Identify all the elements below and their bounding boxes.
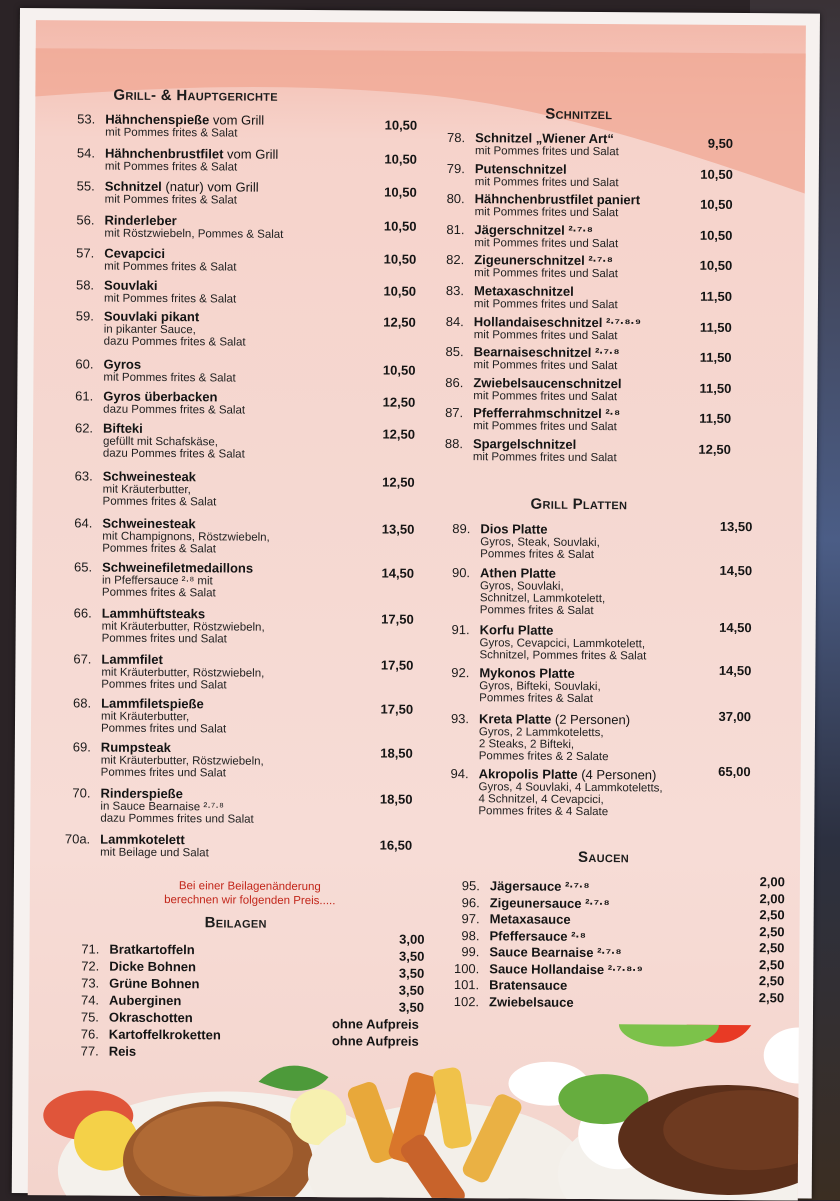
item-description: mit Pommes frites und Salat — [475, 145, 619, 158]
item-name-text: Athen Platte — [480, 565, 556, 581]
item-number: 64. — [62, 516, 92, 529]
item-name — [480, 623, 554, 637]
food-photo — [28, 1020, 806, 1200]
item-price: 17,50 — [364, 612, 414, 625]
item-name: Spargelschnitzel — [473, 437, 576, 451]
item-price: 11,50 — [682, 351, 732, 364]
item-price: 12,50 — [681, 443, 731, 456]
item-description: Pommes frites & Salat — [480, 604, 594, 617]
item-description: 4 Schnitzel, 4 Cevapcici, — [478, 793, 603, 806]
item-number: 94. — [439, 767, 469, 780]
item-price: 2,00 — [735, 875, 785, 888]
item-number: 65. — [62, 560, 92, 573]
item-price: 13,50 — [702, 520, 752, 533]
item-description: mit Pommes frites & Salat — [103, 372, 235, 385]
item-name — [104, 310, 199, 324]
item-number: 89. — [440, 522, 470, 535]
item-name-text: Bifteki — [103, 421, 143, 436]
item-price: 37,00 — [701, 710, 751, 723]
item-price: 10,50 — [367, 185, 417, 198]
item-price: 17,50 — [363, 658, 413, 671]
item-name-suffix: (4 Personen) — [578, 767, 657, 783]
item-description: Pommes frites und Salat — [102, 633, 227, 646]
item-description: mit Pommes frites und Salat — [474, 268, 618, 281]
menu-item — [62, 516, 432, 559]
menu-item — [61, 740, 431, 783]
item-number: 83. — [434, 284, 464, 297]
item-name: Metaxasauce — [490, 912, 571, 926]
item-name — [479, 666, 574, 680]
item-name: Reis — [109, 1045, 137, 1058]
menu-item — [434, 284, 754, 316]
item-number: 68. — [61, 696, 91, 709]
item-description: mit Champignons, Röstzwiebeln, — [102, 531, 270, 544]
item-price: 12,50 — [365, 395, 415, 408]
item-price: 3,50 — [374, 983, 424, 996]
note-line: Bei einer Beilagenänderung — [120, 879, 380, 895]
item-name — [103, 470, 196, 484]
section-title-saucen: Saucen — [578, 849, 629, 866]
item-description: gefüllt mit Schafskäse, — [103, 436, 218, 449]
item-description: Pommes frites & Salat — [102, 587, 216, 600]
menu-item — [433, 376, 753, 408]
item-number: 70a. — [60, 832, 90, 845]
schnitzel-list — [36, 20, 806, 25]
item-description: Gyros, 4 Souvlaki, 4 Lammkoteletts, — [479, 781, 663, 794]
item-description: Pommes frites & Salat — [102, 543, 216, 556]
item-number: 86. — [433, 376, 463, 389]
item-number: 101. — [449, 978, 479, 991]
item-name: Sauce Bearnaise ²·⁷·⁸ — [489, 945, 621, 959]
item-number: 78. — [435, 131, 465, 144]
item-description: mit Pommes frites & Salat — [104, 293, 236, 306]
menu-item — [61, 652, 431, 695]
item-number: 69. — [61, 740, 91, 753]
item-description: Pommes frites und Salat — [101, 723, 226, 736]
item-name — [102, 607, 205, 621]
item-number: 92. — [439, 666, 469, 679]
item-price: 10,50 — [682, 259, 732, 272]
item-number: 55. — [65, 179, 95, 192]
item-number: 70. — [60, 786, 90, 799]
item-name: Jägersauce ²·⁷·⁸ — [490, 879, 590, 893]
item-price: 10,50 — [683, 198, 733, 211]
item-price: 18,50 — [363, 746, 413, 759]
item-description: mit Kräuterbutter, — [103, 484, 191, 497]
item-description: Gyros, Souvlaki, — [480, 580, 564, 593]
item-name — [104, 247, 165, 260]
item-name-text: Lammfilet — [101, 652, 163, 667]
item-name: Jägerschnitzel ²·⁷·⁸ — [474, 223, 593, 237]
item-number: 73. — [69, 976, 99, 989]
item-description: mit Kräuterbutter, Röstzwiebeln, — [102, 621, 265, 634]
item-name-text: Gyros — [103, 357, 141, 372]
menu-item — [60, 786, 430, 829]
item-description: mit Pommes frites und Salat — [474, 298, 618, 311]
item-description: mit Beilage und Salat — [100, 847, 209, 860]
item-name — [101, 697, 204, 711]
item-name: Dicke Bohnen — [109, 960, 196, 974]
item-price: 12,50 — [365, 427, 415, 440]
item-name-text: Hähnchenspieße — [105, 112, 209, 128]
section-title-beilagen: Beilagen — [205, 914, 267, 931]
item-price: 14,50 — [364, 566, 414, 579]
item-number: 99. — [449, 945, 479, 958]
saucen-list — [36, 20, 806, 25]
item-name — [105, 113, 264, 127]
note-line: berechnen wir folgenden Preis..... — [120, 893, 380, 909]
item-name-text: Lammkotelett — [100, 832, 185, 848]
menu-item — [433, 437, 753, 469]
item-name-text: Mykonos Platte — [479, 665, 574, 681]
item-price: ohne Aufpreis — [309, 1017, 419, 1031]
item-price: 2,50 — [735, 908, 785, 921]
item-price: 10,50 — [683, 167, 733, 180]
item-price: 3,50 — [374, 966, 424, 979]
item-name: Zigeunersauce ²·⁷·⁸ — [490, 896, 610, 910]
item-description: mit Kräuterbutter, Röstzwiebeln, — [101, 755, 264, 768]
item-name: Schnitzel „Wiener Art“ — [475, 131, 614, 145]
item-name-text: Kreta Platte — [479, 711, 551, 727]
item-name-text: Cevapcici — [104, 246, 165, 261]
menu-item — [439, 712, 759, 770]
section-title-grill: Grill- & Hauptgerichte — [113, 87, 278, 105]
item-name-text: Schnitzel — [105, 179, 162, 194]
item-number: 100. — [449, 962, 479, 975]
item-name-text: Schweinesteak — [102, 516, 195, 532]
item-name: Hähnchenbrustfilet paniert — [475, 192, 641, 206]
item-name — [479, 767, 657, 781]
item-number: 77. — [69, 1044, 99, 1057]
item-description: mit Pommes frites und Salat — [475, 176, 619, 189]
item-price: 10,50 — [367, 118, 417, 131]
item-name-text: Lammfiletspieße — [101, 696, 204, 712]
item-description: in pikanter Sauce, — [104, 324, 196, 337]
item-number: 63. — [63, 469, 93, 482]
item-price: 2,00 — [735, 892, 785, 905]
item-name-text: Hähnchenbrustfilet — [105, 146, 224, 162]
item-description: mit Kräuterbutter, Röstzwiebeln, — [101, 667, 264, 680]
item-name — [480, 522, 547, 535]
item-number: 91. — [440, 623, 470, 636]
menu-item — [449, 995, 779, 1013]
item-name: Hollandaiseschnitzel ²·⁷·⁸·⁹ — [474, 315, 641, 329]
item-description: mit Pommes frites und Salat — [475, 206, 619, 219]
beilagen-list — [36, 20, 806, 25]
menu-item — [438, 767, 758, 825]
item-price: 14,50 — [702, 621, 752, 634]
item-price: 12,50 — [366, 315, 416, 328]
item-name-text: Souvlaki pikant — [104, 309, 199, 325]
item-description: dazu Pommes frites und Salat — [100, 813, 254, 826]
item-price: 12,50 — [365, 475, 415, 488]
item-price: 3,50 — [374, 949, 424, 962]
item-number: 79. — [435, 161, 465, 174]
item-number: 93. — [439, 712, 469, 725]
item-description: Pommes frites & 4 Salate — [478, 805, 608, 818]
item-description: mit Pommes frites und Salat — [473, 421, 617, 434]
item-name-text: Korfu Platte — [480, 622, 554, 638]
item-price: ohne Aufpreis — [309, 1034, 419, 1048]
menu-item — [435, 161, 755, 193]
menu-item — [63, 421, 433, 464]
item-price: 11,50 — [682, 320, 732, 333]
menu-sheet — [28, 20, 806, 1200]
item-price: 11,50 — [681, 381, 731, 394]
item-name-text: Dios Platte — [480, 521, 547, 536]
item-name — [100, 787, 182, 801]
item-name — [104, 214, 176, 228]
menu-item — [435, 131, 755, 163]
item-name-text: Rinderspieße — [100, 786, 182, 802]
item-price: 2,50 — [734, 974, 784, 987]
item-price: 16,50 — [362, 838, 412, 851]
item-description: Gyros, Cevapcici, Lammkotelett, — [480, 637, 646, 650]
item-price: 65,00 — [701, 765, 751, 778]
item-number: 58. — [64, 278, 94, 291]
section-title-schnitzel: Schnitzel — [545, 106, 612, 123]
item-name — [103, 358, 141, 371]
item-name: Pfefferrahmschnitzel ²·⁸ — [473, 407, 620, 421]
item-description: Pommes frites und Salat — [101, 679, 226, 692]
item-description: 2 Steaks, 2 Bifteki, — [479, 738, 574, 751]
item-description: in Pfeffersauce ²·⁸ mit — [102, 575, 213, 588]
menu-item — [433, 406, 753, 438]
item-name-suffix: (natur) vom Grill — [162, 179, 259, 195]
item-description: Gyros, Bifteki, Souvlaki, — [479, 680, 601, 693]
item-name-text: Akropolis Platte — [479, 766, 578, 782]
item-number: 62. — [63, 421, 93, 434]
item-number: 87. — [433, 406, 463, 419]
item-price: 2,50 — [735, 925, 785, 938]
item-price: 18,50 — [362, 792, 412, 805]
item-number: 67. — [61, 652, 91, 665]
item-price: 10,50 — [682, 228, 732, 241]
item-number: 102. — [449, 995, 479, 1008]
item-description: mit Pommes frites & Salat — [105, 161, 237, 174]
item-description: Pommes frites & 2 Salate — [479, 750, 609, 763]
item-name: Pfeffersauce ²·⁸ — [489, 929, 586, 943]
item-price: 2,50 — [734, 991, 784, 1004]
menu-item — [60, 832, 430, 875]
item-number: 85. — [434, 345, 464, 358]
menu-item — [62, 560, 432, 603]
item-number: 61. — [63, 389, 93, 402]
menu-item — [435, 192, 755, 224]
menu-item — [433, 345, 753, 377]
item-description: mit Pommes frites und Salat — [473, 359, 617, 372]
item-name — [104, 279, 158, 292]
item-number: 57. — [64, 246, 94, 259]
item-number: 56. — [64, 213, 94, 226]
item-price: 10,50 — [366, 284, 416, 297]
item-description: in Sauce Bearnaise ²·⁷·⁸ — [100, 801, 224, 814]
item-number: 84. — [434, 314, 464, 327]
item-description: Gyros, 2 Lammkoteletts, — [479, 726, 604, 739]
item-name-text: Rumpsteak — [101, 740, 171, 755]
item-description: mit Röstzwiebeln, Pommes & Salat — [104, 228, 283, 241]
item-price: 17,50 — [363, 702, 413, 715]
item-name: Bratkartoffeln — [109, 943, 194, 957]
menu-item — [434, 314, 754, 346]
item-price: 13,50 — [364, 522, 414, 535]
item-number: 97. — [450, 912, 480, 925]
item-price: 3,00 — [374, 932, 424, 945]
item-number: 80. — [435, 192, 465, 205]
item-description: Pommes frites & Salat — [103, 496, 217, 509]
item-name — [479, 712, 630, 726]
item-description: Schnitzel, Pommes frites & Salat — [479, 649, 646, 662]
item-name: Auberginen — [109, 994, 181, 1008]
item-description: Gyros, Steak, Souvlaki, — [480, 536, 600, 549]
item-name: Zigeunerschnitzel ²·⁷·⁸ — [474, 254, 613, 268]
item-number: 95. — [450, 879, 480, 892]
menu-item — [434, 253, 754, 285]
item-name: Zwiebelsauce — [489, 995, 574, 1009]
item-price: 2,50 — [734, 941, 784, 954]
item-number: 59. — [64, 309, 94, 322]
item-number: 96. — [450, 896, 480, 909]
item-name — [102, 561, 253, 575]
menu-item — [61, 696, 431, 739]
item-name-text: Rinderleber — [104, 213, 176, 229]
item-description: mit Pommes frites und Salat — [473, 390, 617, 403]
item-name — [480, 566, 556, 580]
item-description: mit Pommes frites und Salat — [474, 237, 618, 250]
item-description: mit Pommes frites und Salat — [474, 329, 618, 342]
item-description: dazu Pommes frites & Salat — [103, 404, 245, 417]
item-description: mit Pommes frites & Salat — [105, 194, 237, 207]
item-description: mit Pommes frites & Salat — [105, 127, 237, 140]
item-price: 10,50 — [366, 252, 416, 265]
item-price: 14,50 — [701, 664, 751, 677]
item-number: 88. — [433, 437, 463, 450]
item-number: 81. — [434, 223, 464, 236]
side-change-note — [120, 879, 380, 909]
menu-page — [12, 8, 820, 1199]
item-name: Bratensauce — [489, 978, 567, 992]
item-name: Okraschotten — [109, 1011, 193, 1025]
menu-item — [62, 606, 432, 649]
item-price: 10,50 — [365, 363, 415, 376]
item-number: 98. — [449, 929, 479, 942]
item-name — [101, 741, 171, 754]
item-name: Metaxaschnitzel — [474, 284, 574, 298]
item-price: 14,50 — [702, 564, 752, 577]
menu-item — [440, 566, 760, 624]
item-number: 76. — [69, 1027, 99, 1040]
item-name-text: Schweinesteak — [103, 469, 196, 485]
item-name — [105, 147, 278, 161]
item-number: 75. — [69, 1010, 99, 1023]
platten-list — [36, 20, 806, 25]
item-price: 10,50 — [366, 219, 416, 232]
item-name — [103, 422, 143, 435]
item-name-text: Schweinefiletmedaillons — [102, 560, 253, 576]
item-price: 10,50 — [367, 152, 417, 165]
item-name: Kartoffelkroketten — [109, 1028, 221, 1042]
item-number: 74. — [69, 993, 99, 1006]
item-name: Putenschnitzel — [475, 162, 567, 176]
item-price: 11,50 — [682, 290, 732, 303]
menu-item — [434, 223, 754, 255]
item-description: dazu Pommes frites & Salat — [104, 336, 246, 349]
item-name: Zwiebelsaucenschnitzel — [473, 376, 621, 390]
item-name-text: Gyros überbacken — [103, 389, 217, 405]
item-name-suffix: (2 Personen) — [551, 712, 630, 728]
item-price: 9,50 — [683, 137, 733, 150]
item-number: 54. — [65, 146, 95, 159]
item-name — [102, 517, 195, 531]
item-name-suffix: vom Grill — [209, 112, 264, 127]
item-number: 60. — [63, 357, 93, 370]
item-number: 82. — [434, 253, 464, 266]
item-description: Pommes frites und Salat — [101, 767, 226, 780]
menu-item — [63, 469, 433, 512]
item-name-text: Souvlaki — [104, 278, 158, 293]
item-description: mit Pommes frites und Salat — [473, 451, 617, 464]
item-number: 90. — [440, 566, 470, 579]
item-description: dazu Pommes frites & Salat — [103, 448, 245, 461]
item-name: Sauce Hollandaise ²·⁷·⁸·⁹ — [489, 962, 643, 976]
item-number: 53. — [65, 112, 95, 125]
item-name: Bearnaiseschnitzel ²·⁷·⁸ — [474, 345, 620, 359]
item-number: 72. — [69, 959, 99, 972]
section-title-platten: Grill Platten — [530, 496, 627, 514]
item-name — [100, 833, 185, 847]
menu-item — [64, 309, 434, 352]
item-price: 3,50 — [374, 1000, 424, 1013]
item-description: mit Kräuterbutter, — [101, 711, 189, 724]
item-name — [105, 180, 259, 194]
item-name-text: Lammhüftsteaks — [102, 606, 205, 622]
item-number: 66. — [62, 606, 92, 619]
item-description: Schnitzel, Lammkotelett, — [480, 592, 605, 605]
item-name — [103, 390, 217, 404]
item-description: mit Pommes frites & Salat — [104, 261, 236, 274]
item-description: Pommes frites & Salat — [480, 548, 594, 561]
item-price: 2,50 — [734, 958, 784, 971]
item-name-suffix: vom Grill — [223, 146, 278, 161]
grill-list — [36, 20, 806, 25]
item-description: Pommes frites & Salat — [479, 692, 593, 705]
item-price: 11,50 — [681, 412, 731, 425]
item-number: 71. — [69, 942, 99, 955]
item-name — [101, 653, 162, 666]
item-name: Grüne Bohnen — [109, 977, 199, 991]
